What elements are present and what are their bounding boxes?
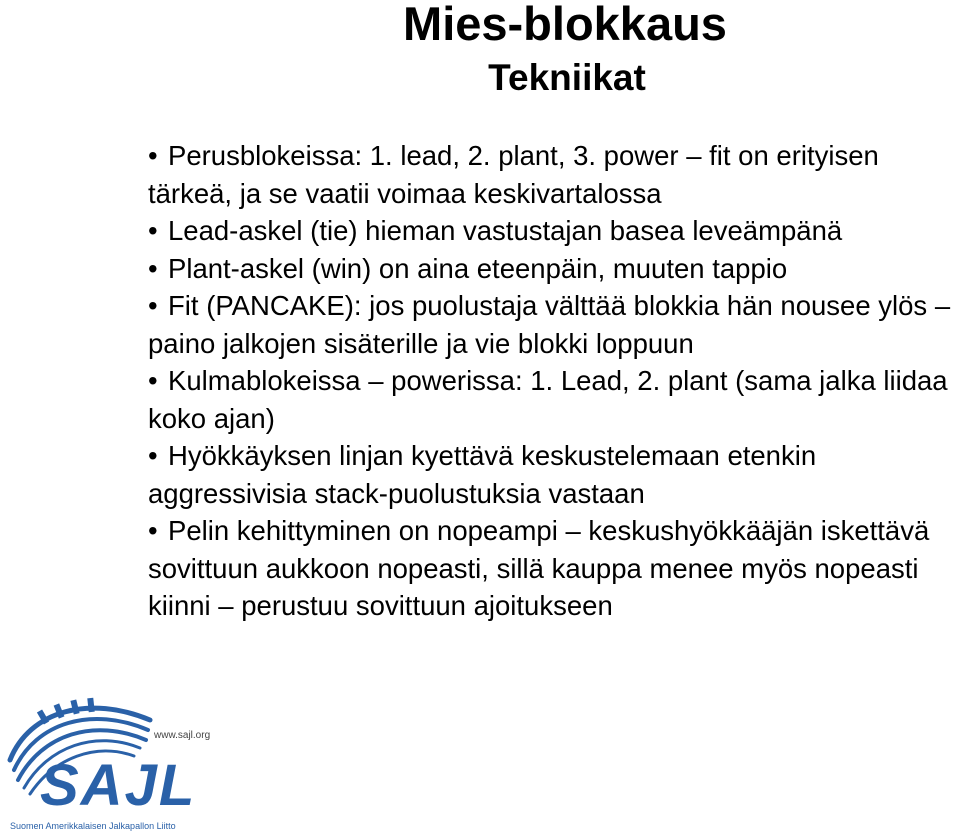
bullet-text: Hyökkäyksen linjan kyettävä keskustelemaan etenkin aggressivisia stack-puolustuksia vastaan bbox=[148, 440, 817, 509]
logo-url: www.sajl.org bbox=[154, 730, 211, 741]
bullet-marker: • bbox=[148, 365, 158, 396]
bullet-marker: • bbox=[148, 215, 158, 246]
bullet-text: Pelin kehittyminen on nopeampi – keskushyökkääjän iskettävä sovittuun aukkoon nopeasti, sillä kauppa menee myös nopeasti kiinni – perustuu sovittuun ajoitukseen bbox=[148, 515, 930, 621]
bullet-text: Plant-askel (win) on aina eteenpäin, muuten tappio bbox=[168, 252, 788, 284]
slide-subtitle: Tekniikat bbox=[488, 57, 646, 98]
bullet-marker: • bbox=[148, 440, 158, 471]
slide-title: Mies-blokkaus bbox=[403, 0, 727, 50]
bullet-list bbox=[148, 137, 960, 625]
bullet-text: Fit (PANCAKE): jos puolustaja välttää blokkia hän nousee ylös – paino jalkojen sisäterille ja vie blokki loppuun bbox=[148, 290, 951, 359]
bullet-marker: • bbox=[148, 290, 158, 321]
bullet-item bbox=[148, 362, 960, 437]
bullet-item bbox=[148, 437, 960, 512]
bullet-item bbox=[148, 212, 960, 250]
bullet-marker: • bbox=[148, 515, 158, 546]
bullet-text: Perusblokeissa: 1. lead, 2. plant, 3. power – fit on erityisen tärkeä, ja se vaatii voimaa keskivartalossa bbox=[148, 140, 879, 209]
sajl-logo bbox=[0, 690, 240, 836]
logo-caption: Suomen Amerikkalaisen Jalkapallon Liitto bbox=[10, 821, 176, 831]
logo-wordmark: SAJL bbox=[40, 753, 197, 818]
bullet-item bbox=[148, 287, 960, 362]
bullet-text: Lead-askel (tie) hieman vastustajan basea leveämpänä bbox=[168, 215, 843, 246]
bullet-item bbox=[148, 250, 960, 288]
bullet-item bbox=[148, 137, 960, 212]
bullet-marker: • bbox=[148, 252, 158, 284]
bullet-item bbox=[148, 512, 960, 625]
bullet-marker: • bbox=[148, 140, 158, 171]
bullet-text: Kulmablokeissa – powerissa: 1. Lead, 2. plant (sama jalka liidaa koko ajan) bbox=[148, 365, 948, 434]
